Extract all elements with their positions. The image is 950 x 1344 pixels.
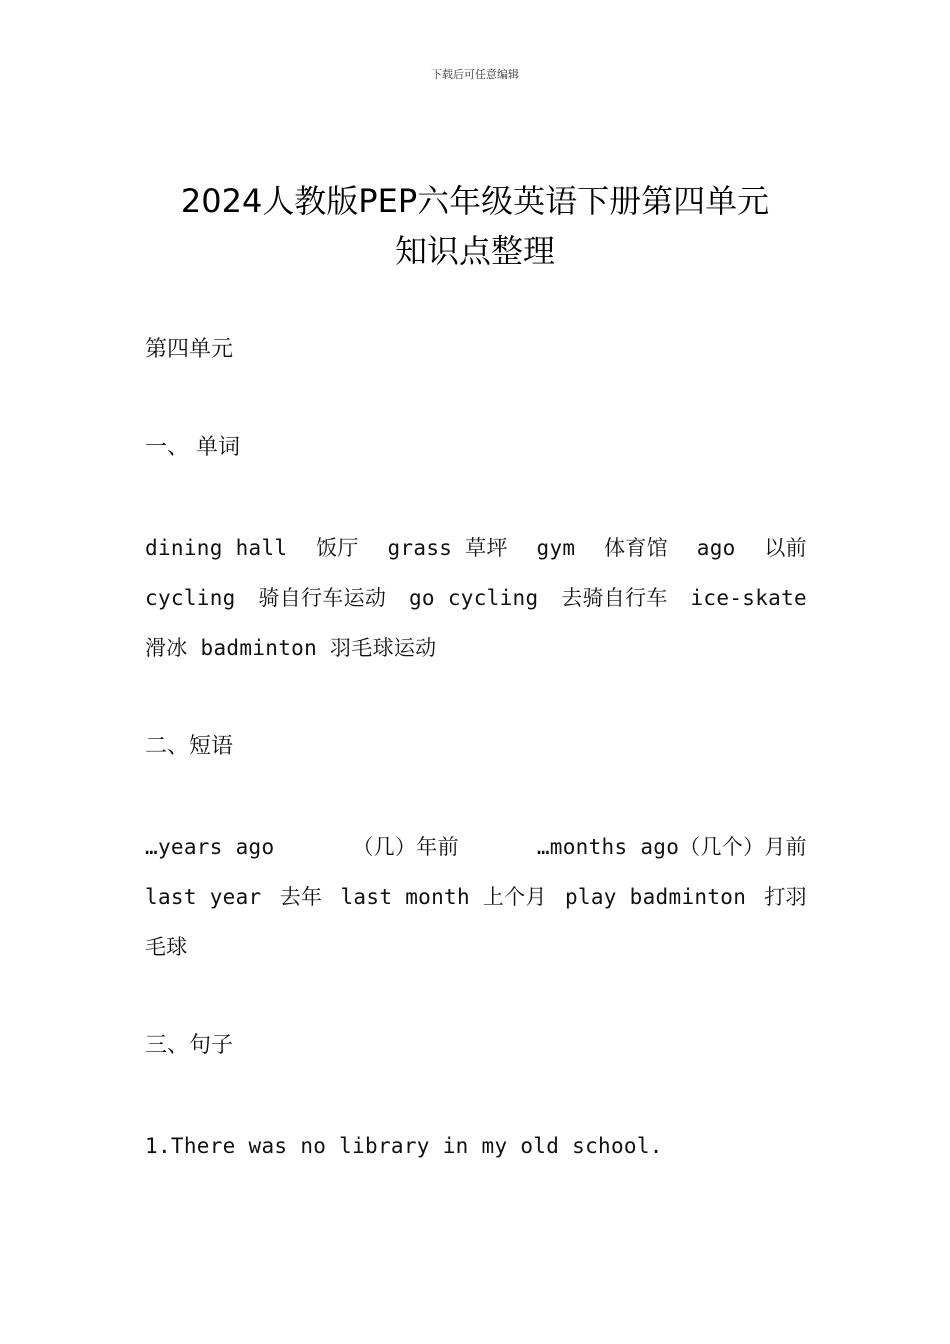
vocab-item: dining hall	[145, 536, 288, 560]
section-2-phrases	[145, 822, 807, 972]
vocab-item: 去骑自行车	[561, 586, 668, 610]
section-1-heading: 一、 单词	[145, 435, 240, 460]
vocab-line-1	[145, 523, 807, 573]
phrase-line-3: 毛球	[145, 935, 188, 959]
vocab-item: ice-skate	[690, 586, 807, 610]
vocab-item: 以前	[764, 536, 807, 560]
sentence-1: 1.There was no library in my old school.	[145, 1134, 663, 1158]
page-header: 下载后可任意编辑	[431, 68, 519, 81]
vocab-item: 体育馆	[604, 536, 668, 560]
vocab-item: go cycling	[408, 586, 539, 610]
vocab-item: grass 草坪	[387, 536, 508, 560]
document-title	[100, 176, 850, 276]
phrase-item: …years ago	[145, 835, 275, 859]
phrase-item: play badminton	[564, 885, 747, 909]
title-line-2: 知识点整理	[394, 232, 555, 270]
title-line-1: 2024人教版PEP六年级英语下册第四单元	[180, 182, 770, 220]
vocab-item: gym	[536, 536, 576, 560]
vocab-item: ago	[696, 536, 736, 560]
section-3-heading: 三、句子	[145, 1033, 234, 1058]
section-2-heading: 二、短语	[145, 734, 234, 759]
vocab-item: 骑自行车运动	[258, 586, 387, 610]
vocab-line-2	[145, 573, 807, 623]
phrase-item: last year	[145, 885, 262, 909]
phrase-line-2	[145, 872, 807, 922]
vocab-item: 饭厅	[316, 536, 359, 560]
phrase-line-1	[145, 822, 807, 872]
vocab-item: cycling	[145, 586, 236, 610]
phrase-item: 去年	[279, 885, 323, 909]
section-1-vocabulary	[145, 523, 807, 673]
unit-label: 第四单元	[145, 337, 234, 362]
phrase-item: 打羽	[764, 885, 807, 909]
phrase-item: …months ago（几个）月前	[536, 835, 807, 859]
phrase-item: （几）年前	[352, 835, 459, 859]
vocab-line-3: 滑冰 badminton 羽毛球运动	[145, 636, 437, 660]
phrase-item: last month 上个月	[340, 885, 547, 909]
